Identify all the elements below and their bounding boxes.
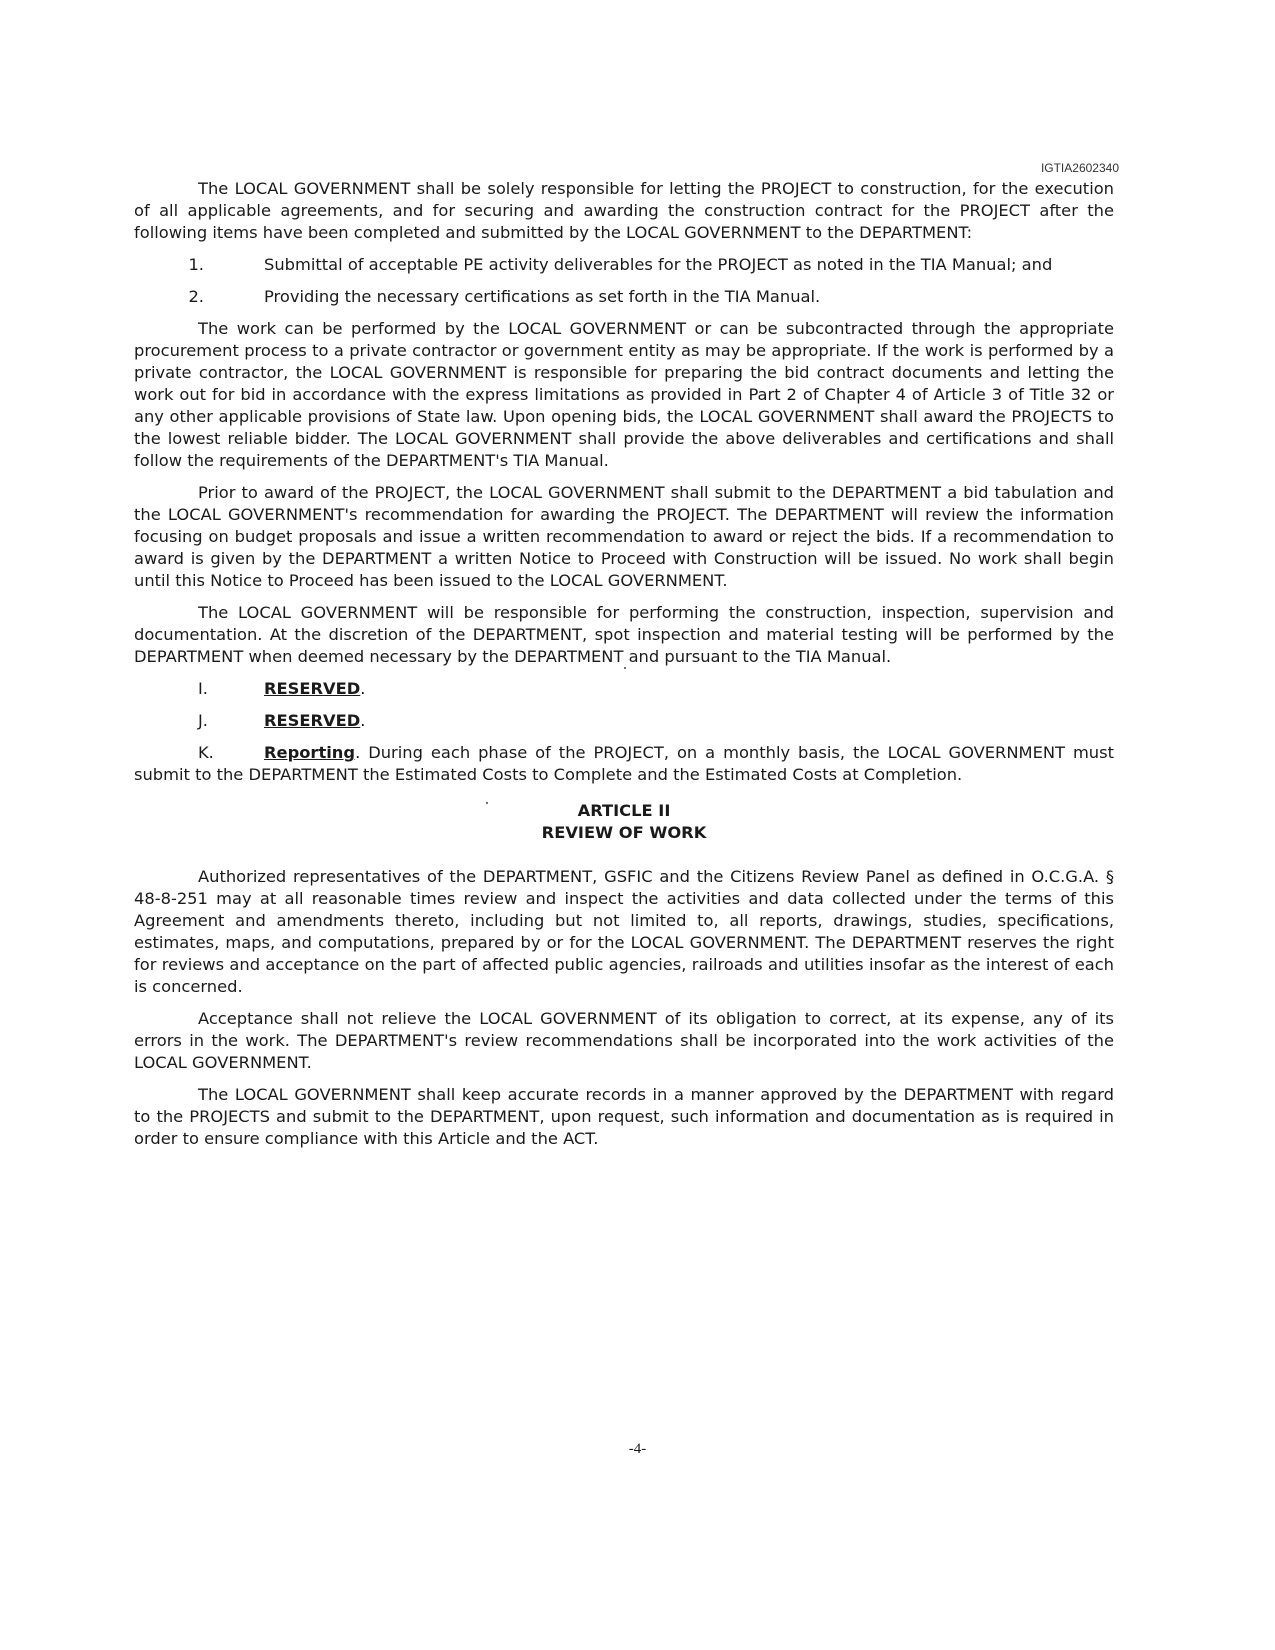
paragraph: Prior to award of the PROJECT, the LOCAL GOVERNMENT shall submit to the DEPARTMENT a bid tabulation and the LOCAL GOVERNMENT's recommendation for awarding the PROJECT. The DEPARTMENT will review the information focusing on budget proposals and issue a written recommendation to award or reject the bids. If a recommendation to award is given by the DEPARTMENT a written Notice to Proceed with Construction will be issued. No work shall begin until this Notice to Proceed has been issued to the LOCAL GOVERNMENT. (134, 483, 1114, 590)
section-heading: RESERVED (264, 679, 361, 698)
intro-paragraph: The LOCAL GOVERNMENT shall be solely responsible for letting the PROJECT to construction, for the execution of all applicable agreements, and for securing and awarding the construction contract for the PROJECT after the following items have been completed and submitted by the LOCAL GOVERNMENT to the DEPARTMENT: (134, 179, 1114, 242)
section-i (198, 678, 1114, 700)
article-heading (134, 800, 1114, 844)
item-text: Providing the necessary certifications as set forth in the TIA Manual. (264, 287, 821, 306)
section-heading-period: . (355, 743, 361, 762)
document-id: IGTIA2602340 (1040, 161, 1119, 175)
section-j (198, 710, 1114, 732)
document-body (134, 178, 1114, 1160)
section-heading: RESERVED (264, 711, 361, 730)
item-text: Submittal of acceptable PE activity deliverables for the PROJECT as noted in the TIA Manual; and (264, 255, 1053, 274)
section-heading: Reporting (264, 743, 356, 762)
section-heading-period: . (360, 679, 366, 698)
section-heading-period: . (360, 711, 366, 730)
paragraph: Acceptance shall not relieve the LOCAL GOVERNMENT of its obligation to correct, at its expense, any of its errors in the work. The DEPARTMENT's review recommendations shall be incorporated into the work activities of the LOCAL GOVERNMENT. (134, 1009, 1114, 1072)
article-title: REVIEW OF WORK (541, 823, 707, 842)
paragraph: Authorized representatives of the DEPARTMENT, GSFIC and the Citizens Review Panel as defined in O.C.G.A. § 48-8-251 may at all reasonable times review and inspect the activities and data collected under the terms of this Agreement and amendments thereto, including but not limited to, all reports, drawings, studies, specifications, estimates, maps, and computations, prepared by or for the LOCAL GOVERNMENT. The DEPARTMENT reserves the right for reviews and acceptance on the part of affected public agencies, railroads and utilities insofar as the interest of each is concerned. (134, 867, 1114, 996)
item-number: 2. (188, 287, 204, 306)
section-k (134, 742, 1114, 786)
section-letter: J. (198, 711, 208, 730)
paragraph: The LOCAL GOVERNMENT shall keep accurate records in a manner approved by the DEPARTMENT with regard to the PROJECTS and submit to the DEPARTMENT, upon request, such information and documentation as is required in order to ensure compliance with this Article and the ACT. (134, 1085, 1114, 1148)
page-number: -4- (628, 1441, 647, 1457)
section-letter: I. (198, 679, 208, 698)
paragraph: The LOCAL GOVERNMENT will be responsible for performing the construction, inspection, supervision and documentation. At the discretion of the DEPARTMENT, spot inspection and material testing will be performed by the DEPARTMENT when deemed necessary by the DEPARTMENT and pursuant to the TIA Manual. (134, 603, 1114, 666)
scan-speck (624, 667, 626, 669)
numbered-item (134, 286, 1114, 308)
section-letter: K. (198, 743, 214, 762)
item-number: 1. (188, 255, 204, 274)
section-text: During each phase of the PROJECT, on a monthly basis, the LOCAL GOVERNMENT must submit to the DEPARTMENT the Estimated Costs to Complete and the Estimated Costs at Completion. (134, 743, 1114, 784)
numbered-item (134, 254, 1114, 276)
paragraph: The work can be performed by the LOCAL GOVERNMENT or can be subcontracted through the appropriate procurement process to a private contractor or government entity as may be appropriate. If the work is performed by a private contractor, the LOCAL GOVERNMENT is responsible for preparing the bid contract documents and letting the work out for bid in accordance with the express limitations as provided in Part 2 of Chapter 4 of Article 3 of Title 32 or any other applicable provisions of State law. Upon opening bids, the LOCAL GOVERNMENT shall award the PROJECTS to the lowest reliable bidder. The LOCAL GOVERNMENT shall provide the above deliverables and certifications and shall follow the requirements of the DEPARTMENT's TIA Manual. (134, 319, 1114, 470)
scan-speck (486, 802, 488, 804)
article-number: ARTICLE II (577, 801, 671, 820)
